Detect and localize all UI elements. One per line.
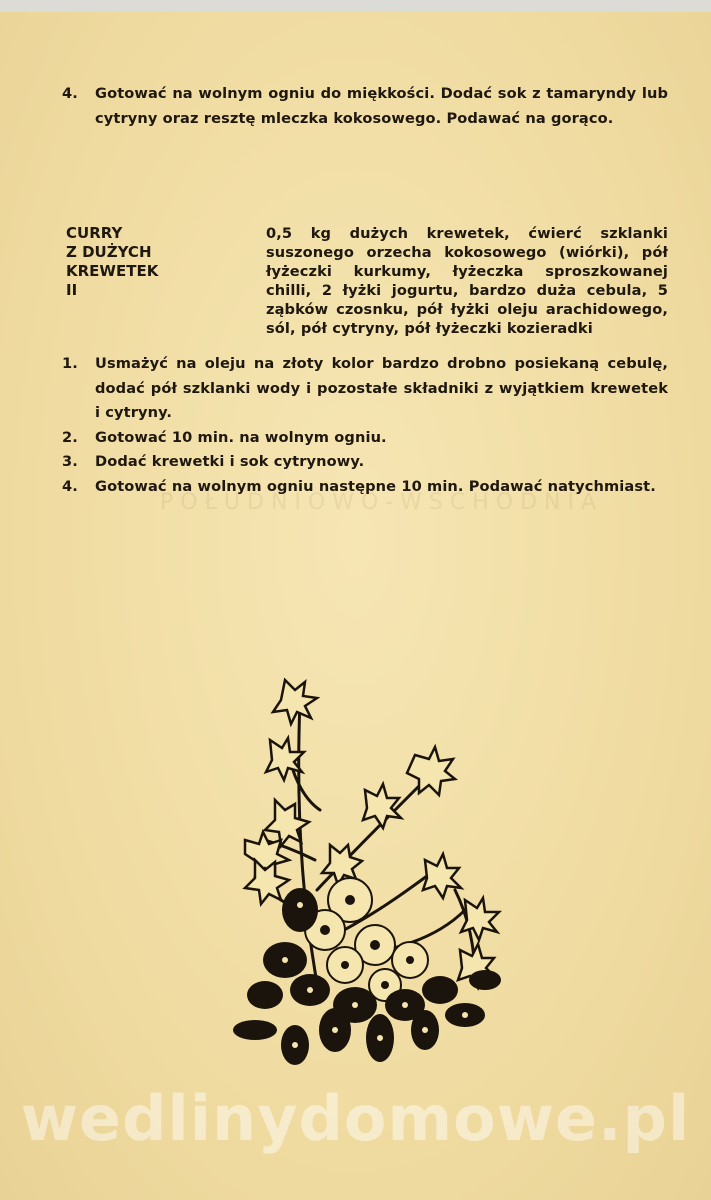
step-text: Dodać krewetki i sok cytrynowy. [95,453,365,470]
recipe-title-line: CURRY [66,224,123,242]
step-number: 3. [62,453,78,470]
step-text: Gotować 10 min. na wolnym ogniu. [95,428,387,446]
recipe-step [62,426,668,451]
recipe-step [62,475,668,500]
watermark: wedlinydomowe.pl [20,1082,691,1155]
bleed-through: P O Ł U D N I O W O - W S C H O D N I A [160,490,597,515]
step-text: Gotować na wolnym ogniu następne 10 min. Podawać natychmiast. [95,477,656,495]
intro-step [62,82,668,131]
recipe-title-line: II [66,281,78,299]
recipe-title-line: Z DUŻYCH [66,243,152,261]
scan-edge [0,0,711,12]
step-text: Usmażyć na oleju na złoty kolor bardzo drobno posiekaną cebulę, dodać pół szklanki wody i pozostałe składniki z wyjątkiem krewetek i cytryny. [95,355,668,421]
step-number: 4. [62,85,78,102]
recipe-title-line: KREWETEK [66,262,159,280]
recipe-steps [62,352,668,499]
ingredients-list: 0,5 kg dużych krewetek, ćwierć szklanki suszonego orzecha kokosowego (wiórki), pół łyżeczki kurkumy, łyżeczka sproszkowanej chilli, 2 łyżki jogurtu, bardzo duża cebula, 5 ząbków czosnku, pół łyżki oleju arachidowego, sól, pół cytryny, pół łyżeczki kozieradki [266,225,668,337]
step-text: Gotować na wolnym ogniu do miękkości. Dodać sok z tamaryndy lub cytryny oraz resztę mleczka kokosowego. Podawać na gorąco. [95,85,668,127]
flowering-plant-icon [225,660,525,1090]
step-number: 2. [62,428,78,446]
step-number: 4. [62,477,78,495]
recipe-step [62,450,668,475]
recipe-title [66,224,186,300]
step-number: 1. [62,355,78,372]
recipe-step [62,352,668,426]
